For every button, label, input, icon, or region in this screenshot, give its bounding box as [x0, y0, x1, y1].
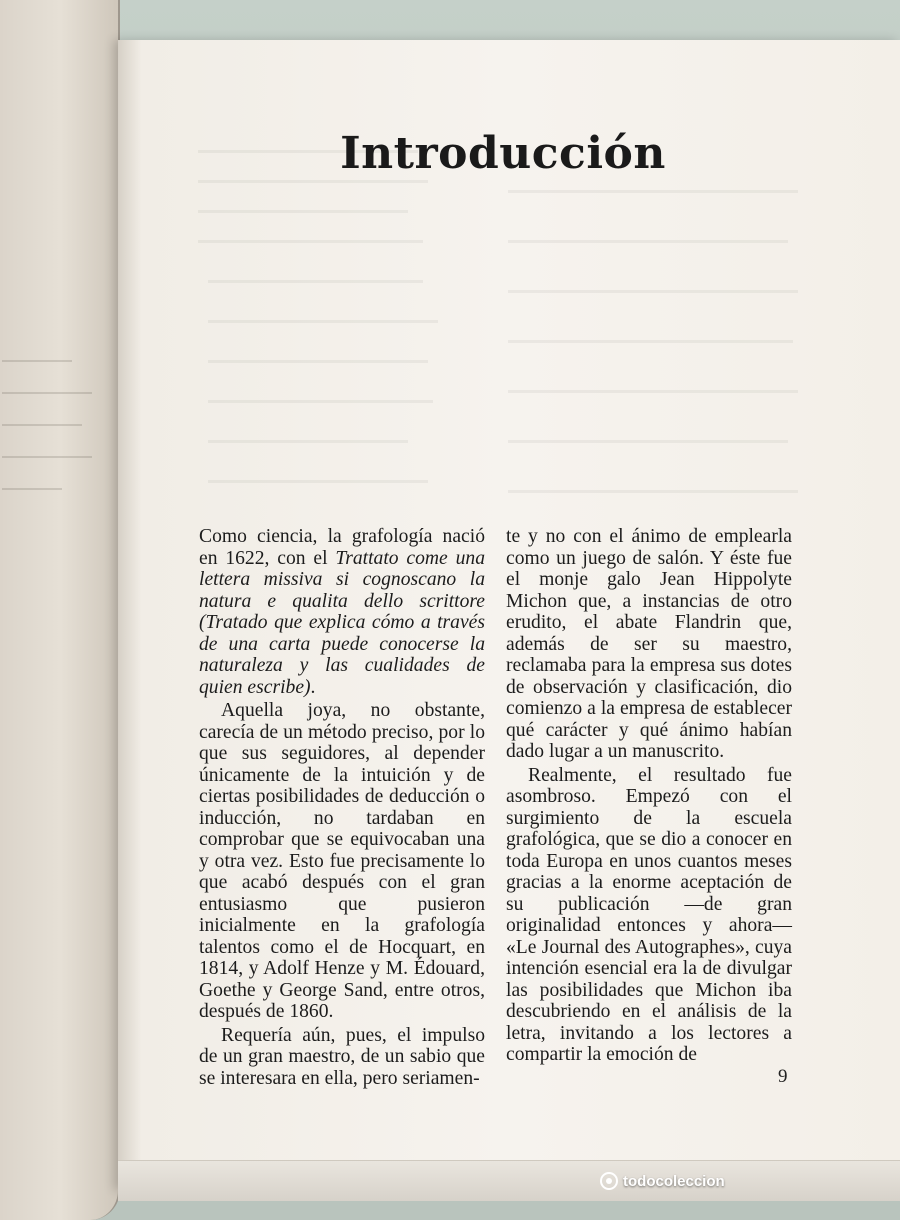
show-through-line [508, 440, 788, 443]
ghost-text-line [2, 488, 62, 490]
ghost-text-line [2, 456, 92, 458]
show-through-line [208, 400, 433, 403]
text-run: Como ciencia, la grafología nació en 1622, con el [199, 526, 485, 569]
show-through-line [508, 390, 798, 393]
ghost-text-line [2, 424, 82, 426]
show-through-line [508, 490, 798, 493]
ghost-text-line [2, 392, 92, 394]
show-through-line [198, 240, 423, 243]
show-through-line [208, 320, 438, 323]
show-through-line [198, 210, 408, 213]
text-run: . [310, 676, 316, 698]
right-text-column [506, 526, 792, 1066]
show-through-line [208, 440, 408, 443]
show-through-line [208, 280, 423, 283]
page-stack-edge [118, 1160, 900, 1201]
show-through-line [208, 360, 428, 363]
paragraph [506, 765, 792, 1066]
paragraph [506, 526, 792, 763]
text-run: te y no con el ánimo de emplearla como un juego de salón. Y éste fue el monje galo Jean Hippolyte Michon que, a instancias de otro erudito, el abate Flandrin que, además de ser su maestro, reclamaba para la empresa sus dotes de observación y clasificación, dio comienzo a la empresa de establecer qué carácter y qué ánimo habían dado lugar a un manuscrito. [506, 526, 792, 762]
text-run: Aquella joya, no obstante, carecía de un método preciso, por lo que sus seguidores, al depender únicamente de la intuición y de ciertas posibilidades de deducción o inducción, no tardaban en comprobar que se equivocaban una y otra vez. Esto fue precisamente lo que acabó después con el gran entusiasmo que pusieron inicialmente en la grafología talentos como el de Hocquart, en 1814, y Adolf Henze y M. Édouard, Goethe y George Sand, entre otros, después de 1860. [199, 700, 485, 1022]
watermark-logo-icon [600, 1172, 618, 1190]
left-text-column [199, 526, 485, 1089]
facing-page [0, 0, 120, 1220]
show-through-line [208, 480, 428, 483]
show-through-line [508, 240, 788, 243]
ghost-text-line [2, 360, 72, 362]
paragraph [199, 1025, 485, 1090]
show-through-line [508, 340, 793, 343]
watermark-text: todocoleccion [623, 1172, 725, 1190]
show-through-line [198, 180, 428, 183]
paragraph [199, 526, 485, 698]
italic-text: Trattato come una lettera missiva si cognoscano la natura e qualita dello scrittore (Tratado que explica cómo a través de una carta puede conocerse la naturaleza y las cualidades de quien escribe) [199, 547, 485, 698]
watermark [600, 1172, 725, 1190]
show-through-line [508, 290, 798, 293]
show-through-line [508, 190, 798, 193]
page-number: 9 [778, 1066, 788, 1087]
chapter-title: Introducción [340, 128, 666, 179]
paragraph [199, 700, 485, 1023]
text-run: Requería aún, pues, el impulso de un gran maestro, de un sabio que se interesara en ella, pero seriamen- [199, 1024, 485, 1089]
text-run: Realmente, el resultado fue asombroso. Empezó con el surgimiento de la escuela grafológica, que se dio a conocer en toda Europa en unos cuantos meses gracias a la enorme aceptación de su publicación —de gran originalidad entonces y ahora— «Le Journal des Autographes», cuya intención esencial era la de divulgar las posibilidades que Michon iba descubriendo en el análisis de la letra, invitando a los lectores a compartir la emoción de [506, 764, 792, 1065]
